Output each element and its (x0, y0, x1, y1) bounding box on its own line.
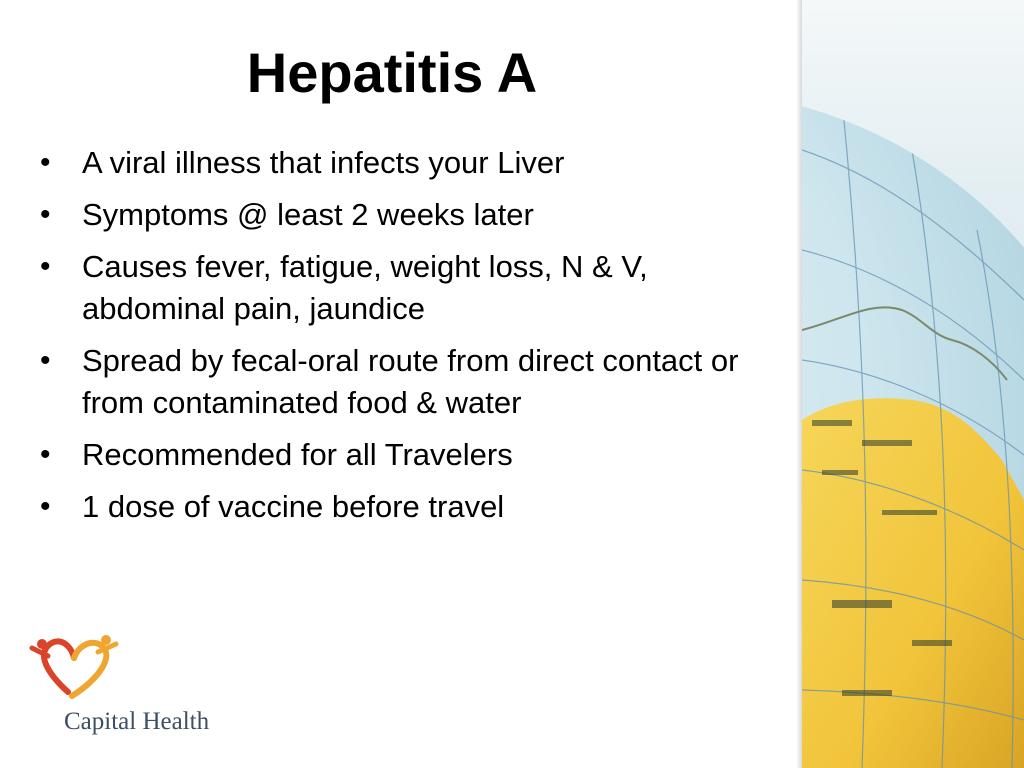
heart-figures-icon (32, 635, 116, 696)
bullet-item: • Recommended for all Travelers (38, 434, 758, 476)
bullet-item: • 1 dose of vaccine before travel (38, 486, 758, 528)
logo-text: Capital Health (64, 708, 210, 735)
bullet-item: • Symptoms @ least 2 weeks later (38, 194, 758, 236)
globe-photo (802, 0, 1024, 768)
globe-icon (802, 0, 1024, 768)
bullet-list (38, 142, 758, 538)
bullet-item: • Spread by fecal-oral route from direct contact or from contaminated food & water (38, 340, 758, 424)
slide-title: Hepatitis A (246, 41, 538, 104)
bullet-item: • A viral illness that infects your Liver (38, 142, 758, 184)
bullet-item: • Causes fever, fatigue, weight loss, N & V, abdominal pain, jaundice (38, 246, 758, 330)
